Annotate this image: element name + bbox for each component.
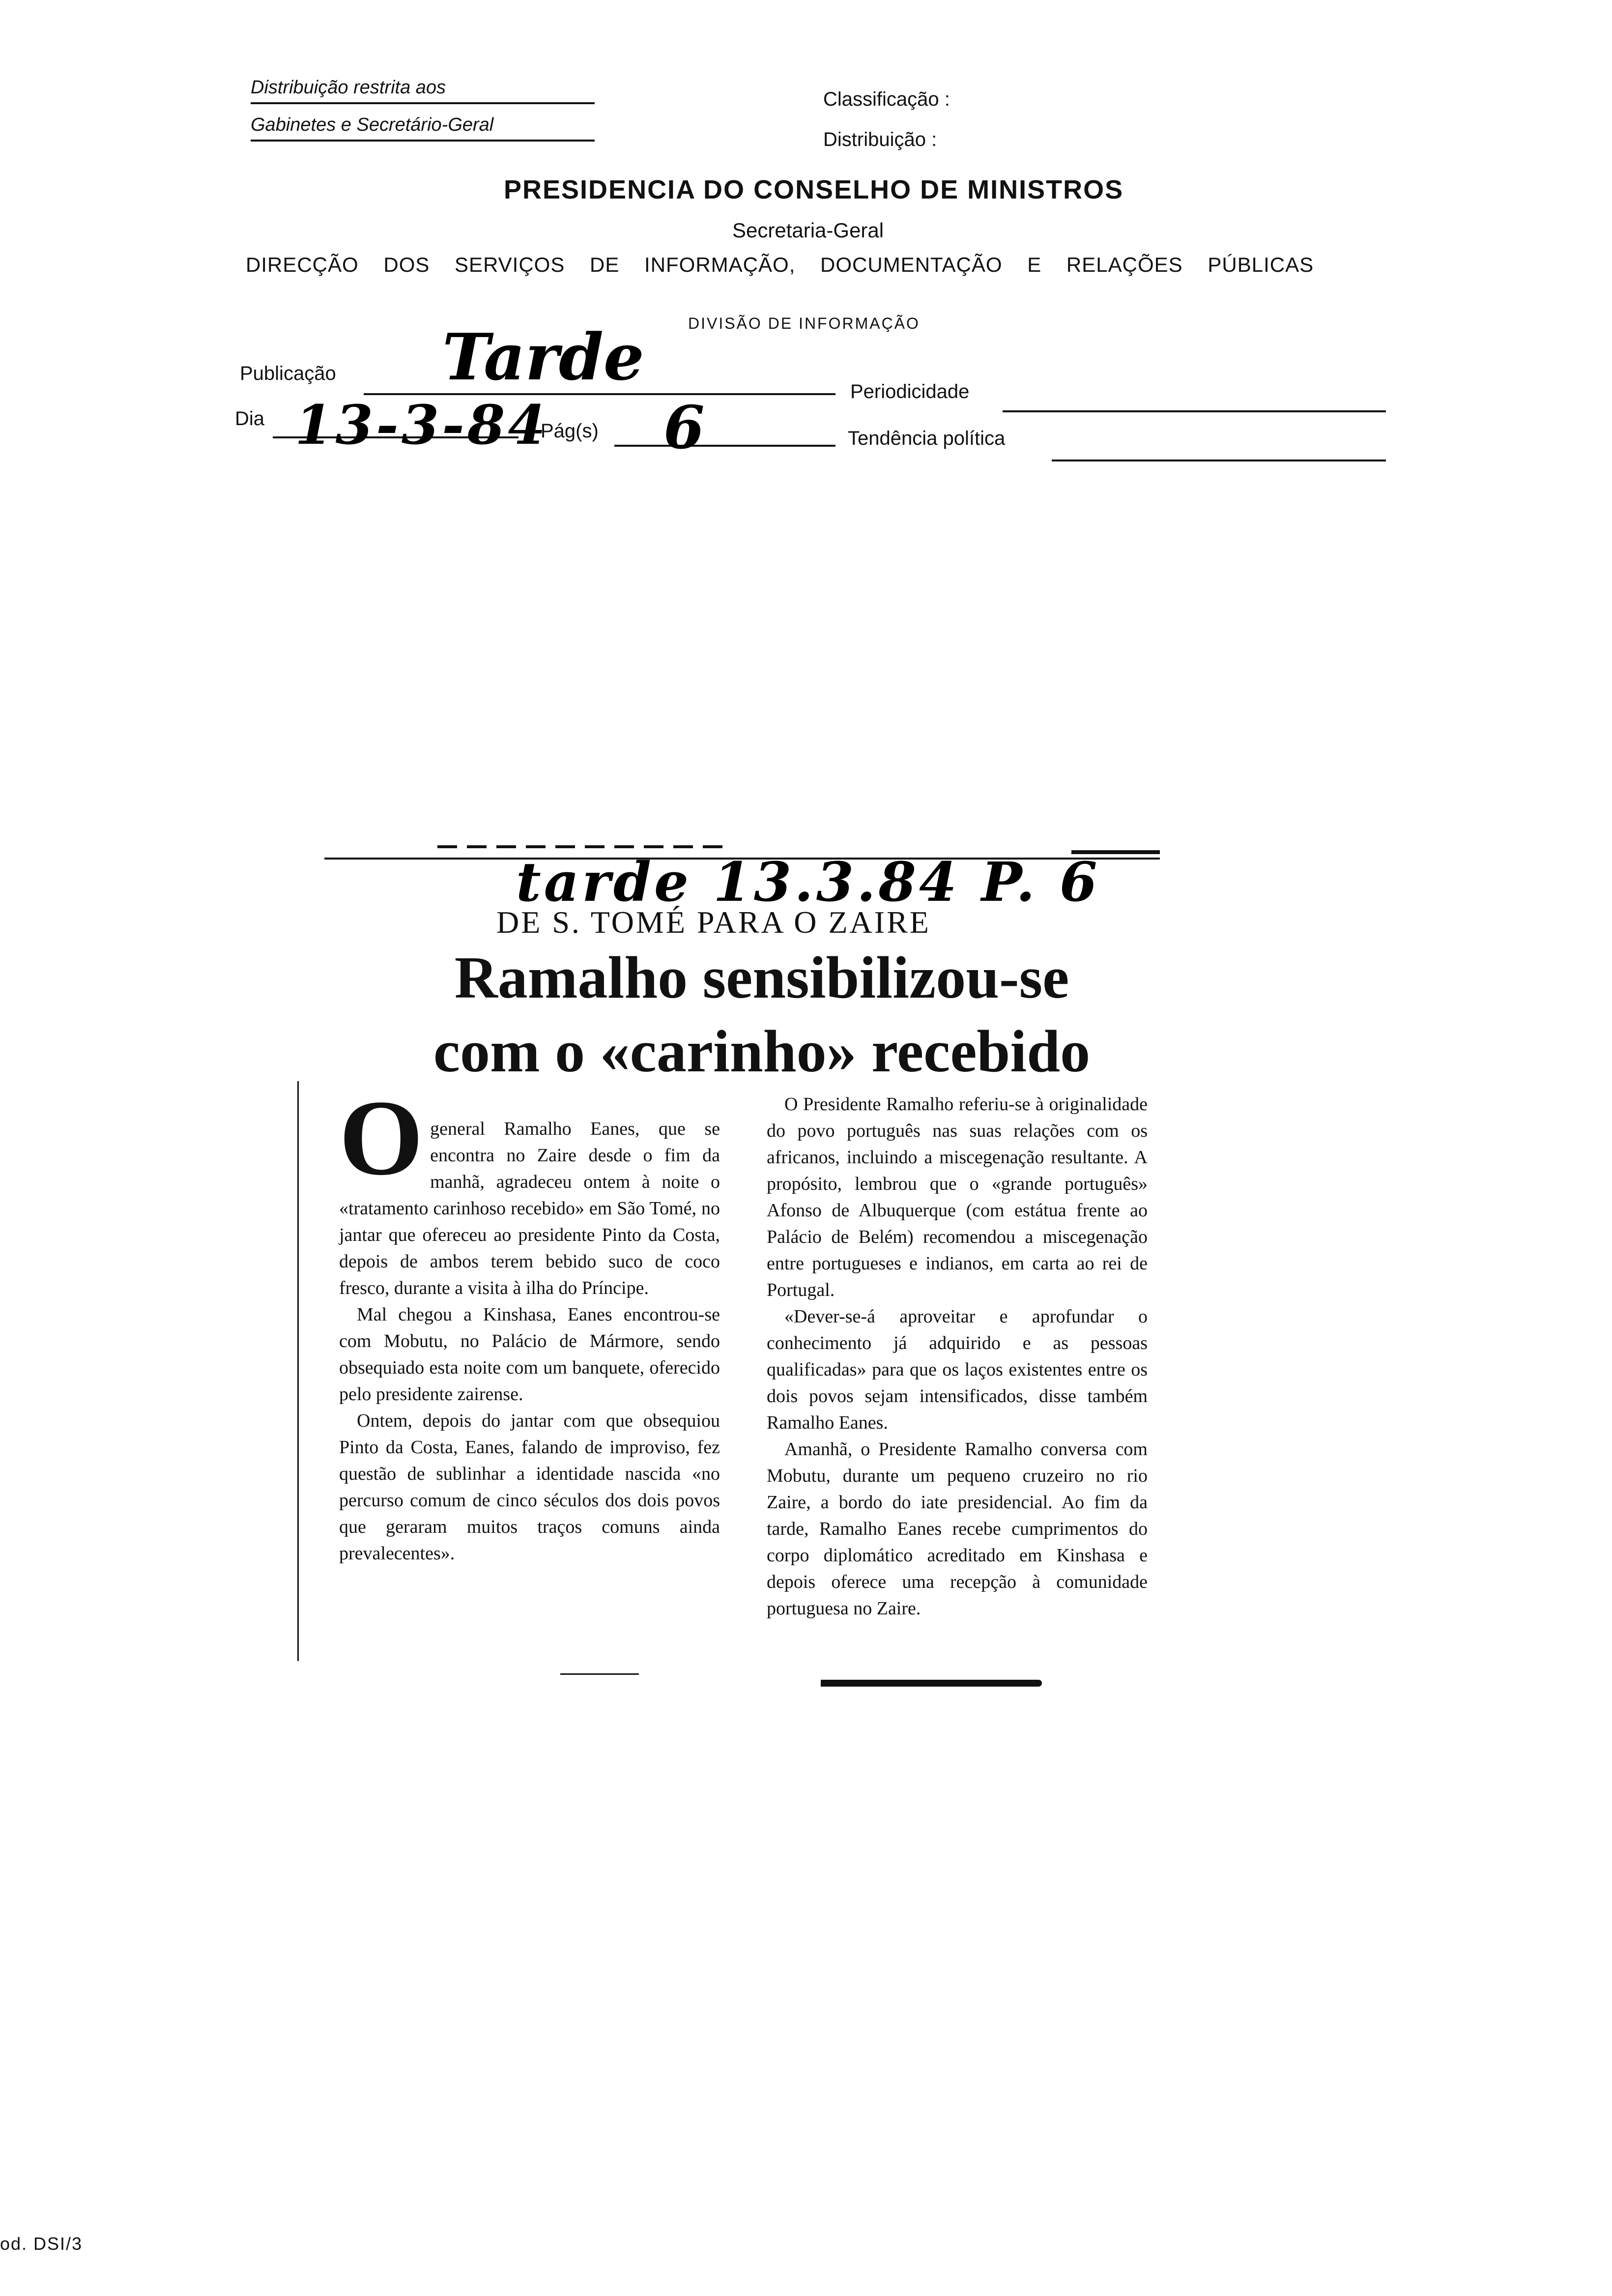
- article-column-2: [767, 1091, 1148, 1622]
- left-margin-bar: [297, 1081, 299, 1661]
- clip-top-dash-left: [437, 845, 732, 848]
- col1-paragraph-3: Ontem, depois do jantar com que obsequiou Pinto da Costa, Eanes, falando de improviso, fez questão de sublinhar a identidade nascida «no percurso comum de cinco séculos dos dois povos que geraram muitos traços comuns ainda prevalecentes».: [339, 1410, 720, 1564]
- classificacao-label: Classificação :: [823, 88, 950, 110]
- col1-paragraph-2: Mal chegou a Kinshasa, Eanes encontrou-se com Mobutu, no Palácio de Mármore, sendo obsequiado esta noite com um banquete, oferecido pelo presidente zairense.: [339, 1304, 720, 1405]
- ministry-title: PRESIDENCIA DO CONSELHO DE MINISTROS: [504, 175, 1124, 204]
- pags-value: 6: [663, 393, 705, 462]
- pags-label: Pág(s): [541, 420, 599, 442]
- drop-cap: O: [339, 1078, 424, 1198]
- headline-line-1: Ramalho sensibilizou-se: [454, 945, 1069, 1011]
- col1-paragraph-1: general Ramalho Eanes, que se encontra no Zaire desde o fim da manhã, agradeceu ontem à noite o «tratamento carinhoso recebido» em São Tomé, no jantar que ofereceu ao presidente Pinto da Costa, depois de ambos terem bebido suco de coco fresco, durante a visita à ilha do Príncipe.: [339, 1119, 720, 1298]
- kicker: DE S. TOMÉ PARA O ZAIRE: [496, 905, 931, 940]
- dia-label: Dia: [235, 408, 265, 430]
- division: DIVISÃO DE INFORMAÇÃO: [688, 315, 920, 332]
- article-column-1: [339, 1078, 720, 1567]
- periodicidade-label: Periodicidade: [850, 381, 970, 402]
- restricted-line-1: Distribuição restrita aos: [251, 74, 595, 104]
- headline: [344, 941, 1180, 1089]
- pags-line: [614, 445, 835, 447]
- col2-paragraph-3: Amanhã, o Presidente Ramalho conversa com Mobutu, durante um pequeno cruzeiro no rio Zaire, a bordo do iate presidencial. Ao fim da tarde, Ramalho Eanes recebe cumprimentos do corpo diplomático acreditado em Kinshasa e depois oferece uma recepção à comunidade portuguesa no Zaire.: [767, 1439, 1148, 1619]
- directorate: DIRECÇÃO DOS SERVIÇOS DE INFORMAÇÃO, DOCUMENTAÇÃO E RELAÇÕES PÚBLICAS: [246, 253, 1314, 276]
- column-end-rule: [560, 1673, 639, 1675]
- restricted-line-2: Gabinetes e Secretário-Geral: [251, 111, 595, 142]
- restricted-note: [251, 74, 595, 142]
- form-code: od. DSI/3: [0, 2234, 83, 2254]
- col2-paragraph-1: O Presidente Ramalho referiu-se à originalidade do povo português nas suas relações com os africanos, incluindo a miscegenação resultante. A propósito, lembrou que o «grande português» Afonso de Albuquerque (com estátua frente ao Palácio de Belém) recomendou a miscegenação entre portugueses e indianos, em carta ao rei de Portugal.: [767, 1094, 1148, 1300]
- periodicidade-line: [1003, 410, 1386, 412]
- col2-paragraph-2: «Dever-se-á aproveitar e aprofundar o conhecimento já adquirido e as pessoas qualificadas» para que os laços existentes entre os dois povos sejam intensificados, disse também Ramalho Eanes.: [767, 1306, 1148, 1433]
- handwritten-note: tarde 13.3.84 P. 6: [516, 850, 1100, 914]
- headline-line-2: com o «carinho» recebido: [433, 1018, 1091, 1085]
- secretariat: Secretaria-Geral: [732, 219, 884, 242]
- distribuicao-label: Distribuição :: [823, 129, 937, 150]
- clip-bottom-bar: [821, 1680, 1042, 1687]
- tendencia-label: Tendência política: [848, 428, 1006, 449]
- dia-value: 13-3-84: [295, 393, 548, 457]
- publicacao-value: Tarde: [442, 319, 644, 395]
- publicacao-label: Publicação: [240, 363, 336, 384]
- tendencia-line: [1052, 459, 1386, 461]
